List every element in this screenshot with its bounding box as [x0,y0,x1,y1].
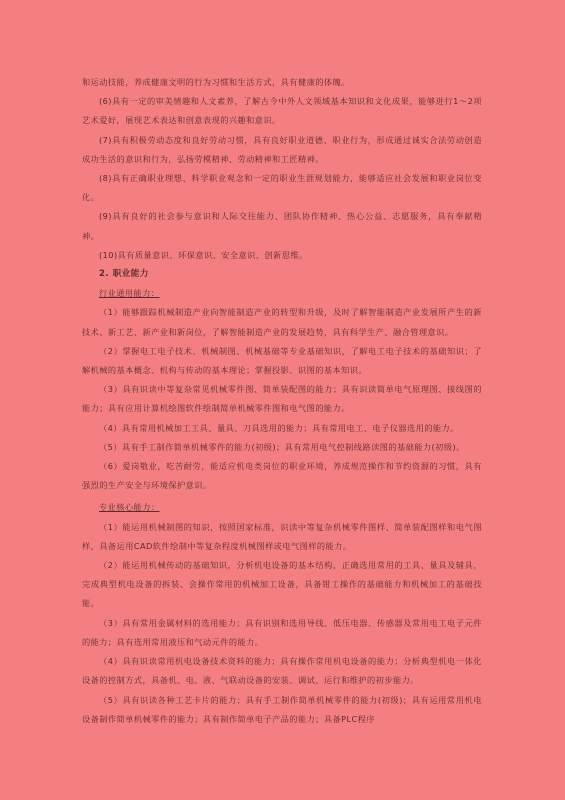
paragraph: (9)具有良好的社会参与意识和人际交往能力、团队协作精神、热心公益、志愿服务，具有奉献精神。 [82,211,482,241]
paragraph: （4）具有识读常用机电设备技术资料的能力；具有操作常用机电设备的能力；分析典型机电一体化设备的控制方式，具备机、电、液、气联动设备的安装、调试、运行和维护的初步能力。 [82,656,482,686]
paragraph: （2）能运用机械传动的基础知识，分析机电设备的基本结构，正确选用常用的工具、量具及辅具，完成典型机电设备的拆装、会操作常用的机械加工设备，具备钳工操作的基础能力和机械加工的基础技能。 [82,560,482,609]
paragraph: （1）能运用机械制图的知识，按照国家标准，识读中等复杂机械零件图样、简单装配图样和电气图样，具备运用CAD软件绘制中等复杂程度机械图样或电气图样的能力。 [82,521,482,551]
paragraph: （1）能够跟踪机械制造产业向智能制造产业的转型和升级，及时了解智能制造产业发展所产生的新技术、新工艺、新产业和新岗位，了解智能制造产业的发展趋势，具有科学生产、融合管理意识。 [82,307,482,337]
paragraph: （5）具有识读各种工艺卡片的能力；具有手工制作简单机械零件的能力(初级)；具有运用常用机电设备制作简单机械零件的能力；具有制作简单电子产品的能力；具备PLC程序 [82,694,482,724]
paragraph: （6）爱岗敬业，吃苦耐劳，能适应机电类岗位的职业环境，养成规范操作和节约资源的习惯，具有强烈的生产安全与环境保护意识。 [82,461,482,491]
paragraph: （5）具有手工制作简单机械零件的能力(初级)；具有常用电气控制线路读图的基础能力(初级)。 [99,441,465,452]
paragraph: （4）具有常用机械加工工具、量具、刀具选用的能力；具有常用电工、电子仪器选用的能力。 [99,422,459,433]
subsection-title: 行业通用能力： [99,288,160,299]
paragraph: (6)具有一定的审美情趣和人文素养，了解古今中外人文领域基本知识和文化成果，能够进行1～2项艺术爱好，展现艺术表达和创意表现的兴趣和意识。 [82,96,482,126]
paragraph: (7)具有积极劳动态度和良好劳动习惯，具有良好职业道德、职业行为，形成通过诚实合法劳动创造成功生活的意识和行为，弘扬劳模精神、劳动精神和工匠精神。 [82,134,482,164]
document-body [82,73,482,729]
subsection-title: 专业核心能力： [99,502,160,513]
paragraph: (10)具有质量意识、环保意识、安全意识、创新思维。 [99,249,308,260]
paragraph: （2）掌握电工电子技术、机械制图、机械基础等专业基础知识，了解电工电子技术的基础知识；了解机械的基本概念、机构与传动的基本理论；掌握投影、识图的基本知识。 [82,345,482,376]
section-heading: 2. 职业能力 [99,269,149,280]
paragraph: (8)具有正确职业理想、科学职业观念和一定的职业生涯规划能力，能够适应社会发展和职业岗位变化。 [82,173,482,203]
paragraph: 和运动技能，养成健康文明的行为习惯和生活方式，具有健康的体魄。 [82,77,350,87]
paragraph: （3）具有识读中等复杂常见机械零件图、简单装配图的能力；具有识读简单电气原理图、接线图的能力；具有应用计算机绘图软件绘制简单机械零件图和电气图的能力。 [82,384,482,414]
paragraph: （3）具有常用金属材料的选用能力；具有识别和选用导线、低压电器、传感器及常用电工电子元件的能力；具有选用常用液压和气动元件的能力。 [82,617,482,647]
